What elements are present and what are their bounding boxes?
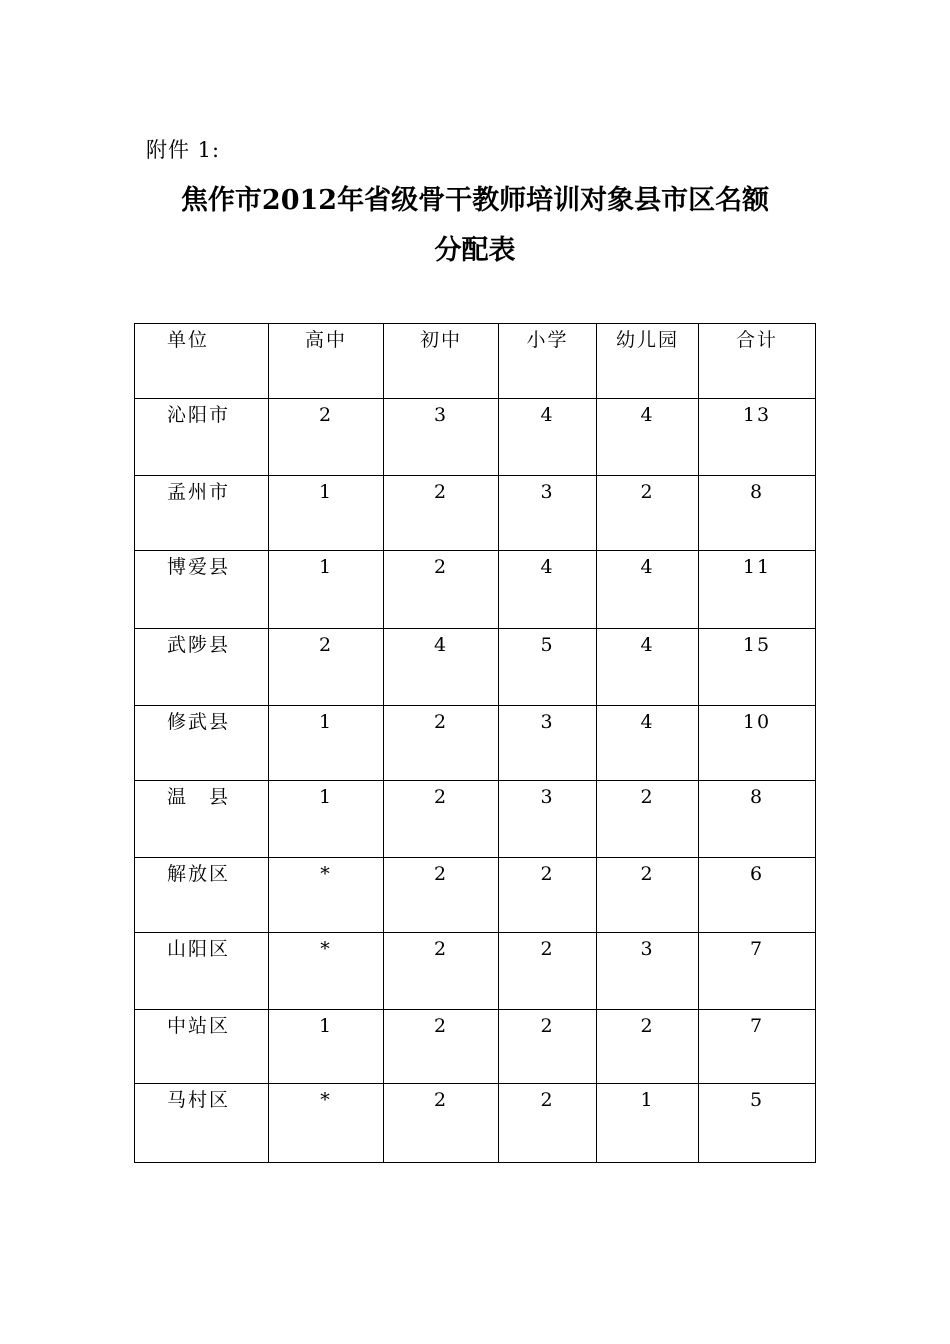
cell-gaozhong: 1: [269, 706, 384, 781]
header-unit: 单位: [135, 324, 269, 399]
cell-xiaoxue: 3: [499, 781, 597, 858]
quota-table: [134, 323, 816, 1163]
table-row: [135, 858, 816, 933]
cell-chuzhong: 2: [384, 476, 499, 551]
cell-heji: 8: [699, 476, 816, 551]
cell-xiaoxue: 3: [499, 476, 597, 551]
cell-heji: 8: [699, 781, 816, 858]
cell-xiaoxue: 3: [499, 706, 597, 781]
cell-chuzhong: 2: [384, 858, 499, 933]
cell-xiaoxue: 2: [499, 933, 597, 1010]
cell-heji: 7: [699, 1010, 816, 1084]
table-row: [135, 1010, 816, 1084]
cell-chuzhong: 2: [384, 1084, 499, 1163]
cell-gaozhong: *: [269, 858, 384, 933]
cell-youeryuan: 2: [597, 781, 699, 858]
cell-unit: 修武县: [135, 706, 269, 781]
cell-youeryuan: 4: [597, 399, 699, 476]
header-xiaoxue: 小学: [499, 324, 597, 399]
cell-gaozhong: 1: [269, 1010, 384, 1084]
cell-heji: 6: [699, 858, 816, 933]
cell-unit: 沁阳市: [135, 399, 269, 476]
cell-heji: 10: [699, 706, 816, 781]
header-gaozhong: 高中: [269, 324, 384, 399]
cell-gaozhong: *: [269, 933, 384, 1010]
cell-heji: 7: [699, 933, 816, 1010]
cell-unit: 武陟县: [135, 629, 269, 706]
document-title-line2: 分配表: [434, 235, 516, 266]
cell-unit: 解放区: [135, 858, 269, 933]
cell-chuzhong: 2: [384, 1010, 499, 1084]
attachment-label: 附件 1:: [146, 138, 221, 162]
cell-youeryuan: 4: [597, 551, 699, 629]
cell-heji: 5: [699, 1084, 816, 1163]
cell-chuzhong: 2: [384, 781, 499, 858]
cell-unit: 马村区: [135, 1084, 269, 1163]
cell-xiaoxue: 5: [499, 629, 597, 706]
cell-xiaoxue: 2: [499, 858, 597, 933]
table-row: [135, 551, 816, 629]
table-row: [135, 629, 816, 706]
cell-youeryuan: 2: [597, 858, 699, 933]
cell-youeryuan: 4: [597, 706, 699, 781]
cell-chuzhong: 4: [384, 629, 499, 706]
table-row: [135, 781, 816, 858]
table-row: [135, 706, 816, 781]
cell-youeryuan: 2: [597, 1010, 699, 1084]
cell-unit: 博爱县: [135, 551, 269, 629]
cell-heji: 11: [699, 551, 816, 629]
document-title: 焦作市2012年省级骨干教师培训对象县市区名额: [180, 185, 770, 216]
cell-xiaoxue: 2: [499, 1010, 597, 1084]
cell-gaozhong: 2: [269, 629, 384, 706]
cell-heji: 13: [699, 399, 816, 476]
cell-youeryuan: 1: [597, 1084, 699, 1163]
header-heji: 合计: [699, 324, 816, 399]
cell-xiaoxue: 4: [499, 399, 597, 476]
cell-gaozhong: 1: [269, 476, 384, 551]
table-row: [135, 399, 816, 476]
cell-heji: 15: [699, 629, 816, 706]
cell-youeryuan: 4: [597, 629, 699, 706]
cell-unit: 孟州市: [135, 476, 269, 551]
cell-chuzhong: 2: [384, 706, 499, 781]
cell-unit: 山阳区: [135, 933, 269, 1010]
header-youeryuan: 幼儿园: [597, 324, 699, 399]
cell-youeryuan: 3: [597, 933, 699, 1010]
table-row: [135, 1084, 816, 1163]
cell-unit: 温 县: [135, 781, 269, 858]
cell-chuzhong: 2: [384, 551, 499, 629]
cell-gaozhong: 2: [269, 399, 384, 476]
cell-gaozhong: *: [269, 1084, 384, 1163]
cell-gaozhong: 1: [269, 551, 384, 629]
header-chuzhong: 初中: [384, 324, 499, 399]
cell-chuzhong: 2: [384, 933, 499, 1010]
cell-chuzhong: 3: [384, 399, 499, 476]
cell-xiaoxue: 4: [499, 551, 597, 629]
table-row: [135, 933, 816, 1010]
cell-unit: 中站区: [135, 1010, 269, 1084]
table-row: [135, 476, 816, 551]
table-header-row: [135, 324, 816, 399]
cell-xiaoxue: 2: [499, 1084, 597, 1163]
cell-gaozhong: 1: [269, 781, 384, 858]
cell-youeryuan: 2: [597, 476, 699, 551]
